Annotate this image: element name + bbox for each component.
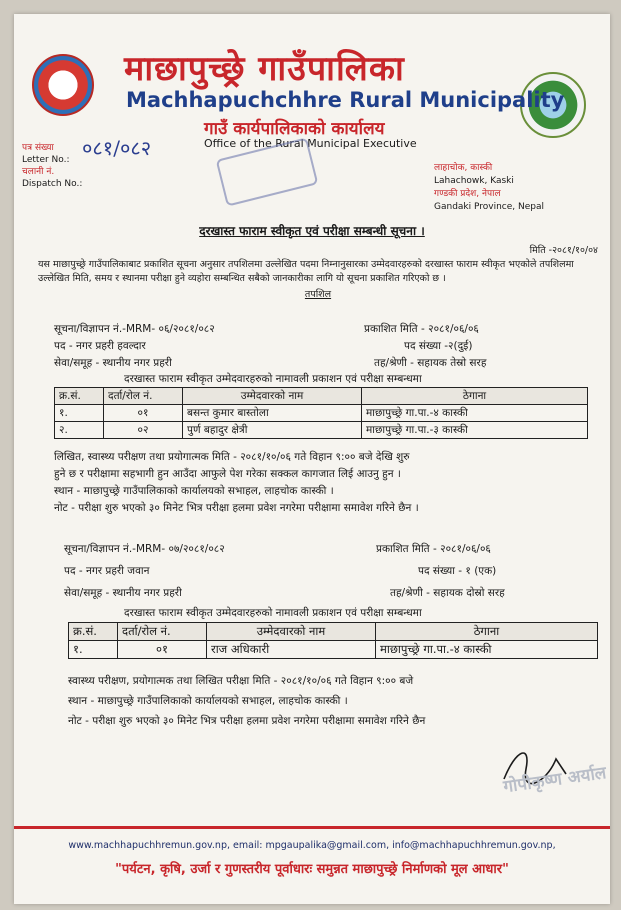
- s1-venue: स्थान - माछापुच्छ्रे गाउँपालिकाको कार्यालयको सभाहल, लाहचोक कास्की ।: [54, 485, 334, 497]
- table-row: [69, 641, 598, 659]
- col-address: ठेगाना: [362, 388, 588, 405]
- address-en-2: Gandaki Province, Nepal: [434, 202, 545, 212]
- letter-no-label-np: पत्र संख्या: [22, 143, 54, 153]
- col-sn: क्र.सं.: [55, 388, 104, 405]
- col-roll: दर्ता/रोल नं.: [104, 388, 183, 405]
- table-row: [55, 405, 588, 422]
- s2-count: पद संख्या - १ (एक): [418, 565, 497, 577]
- col-roll: दर्ता/रोल नं.: [118, 623, 207, 641]
- footer-contact: www.machhapuchhremun.gov.np, email: mpgaupalika@gmail.com, info@machhapuchhremun.gov.np,: [68, 840, 556, 851]
- s2-table-title: दरखास्त फाराम स्वीकृत उम्मेदवारहरुको नामावली प्रकाशन एवं परीक्षा सम्बन्धमा: [124, 607, 422, 619]
- address-np-1: लाहाचोक, कास्की: [434, 163, 493, 173]
- address-block: [434, 162, 544, 214]
- s1-exam-line1: लिखित, स्वास्थ्य परीक्षण तथा प्रयोगात्मक मिति - २०८१/१०/०६ गते विहान ९:०० बजे देखि शुरु: [54, 451, 410, 463]
- footer-divider: [14, 826, 610, 829]
- notice-date: मिति -२०८१/१०/०४: [529, 245, 598, 256]
- nepal-emblem-icon: [32, 54, 94, 116]
- footer-slogan: "पर्यटन, कृषि, उर्जा र गुणस्तरीय पूर्वाधारः समुन्नत माछापुच्छ्रे निर्माणको मूल आधार": [115, 862, 509, 877]
- official-seal: गोपीकृष्ण अर्याल: [502, 763, 608, 798]
- col-name: उम्मेदवारको नाम: [183, 388, 362, 405]
- table-row: [55, 422, 588, 439]
- cell-address: माछापुच्छ्रे गा.पा.-३ कास्की: [362, 422, 588, 439]
- cell-name: बसन्त कुमार बास्तोला: [183, 405, 362, 422]
- tapsil-heading: तपशिल: [304, 289, 332, 300]
- s2-exam-line1: स्वास्थ्य परीक्षण, प्रयोगात्मक तथा लिखित परीक्षा मिति - २०८१/१०/०६ गते विहान ९:०० बजे: [68, 675, 414, 687]
- municipality-name-np: माछापुच्छ्रे गाउँपालिका: [124, 49, 405, 89]
- s2-service: सेवा/समूह - स्थानीय नगर प्रहरी: [64, 587, 182, 599]
- letter-no-label-en: Letter No.:: [22, 155, 70, 165]
- s1-service: सेवा/समूह - स्थानीय नगर प्रहरी: [54, 357, 172, 369]
- cell-roll: ०१: [118, 641, 207, 659]
- s2-published: प्रकाशित मिति - २०८१/०६/०६: [376, 543, 491, 555]
- s1-published: प्रकाशित मिति - २०८१/०६/०६: [364, 323, 479, 335]
- s2-venue: स्थान - माछापुच्छ्रे गाउँपालिकाको कार्यालयको सभाहल, लाहचोक कास्की ।: [68, 695, 348, 707]
- s1-candidates-table: [54, 387, 588, 439]
- s2-candidates-table: [68, 622, 598, 659]
- s1-adv-no: सूचना/विज्ञापन नं.-MRM- ०६/२०८१/०८२: [54, 323, 215, 335]
- cell-roll: ०२: [104, 422, 183, 439]
- dispatch-label-np: चलानी नं.: [22, 167, 55, 177]
- cell-sn: १.: [69, 641, 118, 659]
- cell-roll: ०१: [104, 405, 183, 422]
- letter-meta: [22, 136, 152, 190]
- notice-intro: यस माछापुच्छ्रे गाउँपालिकाबाट प्रकाशित सूचना अनुसार तपशिलमा उल्लेखित पदमा निम्नानुसारका उम्मेदवारहरुको दरखास्त फाराम स्वीकृत भएकोले तपशिलमा उल्लेखित मिति, समय र स्थानमा परीक्षा हुने व्यहोरा सम्बन्धित सबैको जानकारीका लागि यो सूचना प्रकाशित गरिएको छ ।: [38, 259, 574, 284]
- s1-post: पद - नगर प्रहरी हवल्दार: [54, 340, 146, 352]
- office-name-en: Office of the Rural Municipal Executive: [204, 137, 417, 150]
- s2-note: नोट - परीक्षा शुरु भएको ३० मिनेट भित्र परीक्षा हलमा प्रवेश नगरेमा परीक्षामा समावेश गरिने छैन: [68, 715, 426, 727]
- notice-document: [14, 14, 610, 904]
- table-header-row: [69, 623, 598, 641]
- cell-sn: २.: [55, 422, 104, 439]
- address-en-1: Lahachowk, Kaski: [434, 176, 514, 186]
- letter-no-value: ०८१/०८२: [82, 136, 152, 160]
- s1-exam-line2: हुने छ र परीक्षामा सहभागी हुन आउँदा आफुले पेश गरेका सक्कल कागजात लिई आउनु हुन ।: [54, 468, 401, 480]
- s2-level: तह/श्रेणी - सहायक दोस्रो सरह: [390, 587, 505, 599]
- s1-note: नोट - परीक्षा शुरु भएको ३० मिनेट भित्र परीक्षा हलमा प्रवेश नगरेमा परीक्षामा समावेश गरिने छैन ।: [54, 502, 419, 514]
- office-name-np: गाउँ कार्यपालिकाको कार्यालय: [204, 119, 385, 139]
- cell-address: माछापुच्छ्रे गा.पा.-४ कास्की: [362, 405, 588, 422]
- table-header-row: [55, 388, 588, 405]
- municipality-name-en: Machhapuchchhre Rural Municipality: [126, 88, 565, 112]
- cell-sn: १.: [55, 405, 104, 422]
- s1-table-title: दरखास्त फाराम स्वीकृत उम्मेदवारहरुको नामावली प्रकाशन एवं परीक्षा सम्बन्धमा: [124, 373, 422, 385]
- cell-name: पुर्ण बहादुर क्षेत्री: [183, 422, 362, 439]
- cell-address: माछापुच्छ्रे गा.पा.-४ कास्की: [376, 641, 598, 659]
- cell-name: राज अधिकारी: [207, 641, 376, 659]
- s2-post: पद - नगर प्रहरी जवान: [64, 565, 150, 577]
- col-name: उम्मेदवारको नाम: [207, 623, 376, 641]
- notice-body: [38, 244, 598, 302]
- s1-level: तह/श्रेणी - सहायक तेस्रो सरह: [374, 357, 487, 369]
- s2-adv-no: सूचना/विज्ञापन नं.-MRM- ०७/२०८१/०८२: [64, 543, 225, 555]
- dispatch-label-en: Dispatch No.:: [22, 179, 83, 189]
- col-address: ठेगाना: [376, 623, 598, 641]
- s1-count: पद संख्या -२(दुई): [404, 340, 473, 352]
- notice-title: दरखास्त फाराम स्वीकृत एवं परीक्षा सम्बन्धी सूचना ।: [199, 224, 425, 238]
- address-np-2: गण्डकी प्रदेश, नेपाल: [434, 189, 501, 199]
- col-sn: क्र.सं.: [69, 623, 118, 641]
